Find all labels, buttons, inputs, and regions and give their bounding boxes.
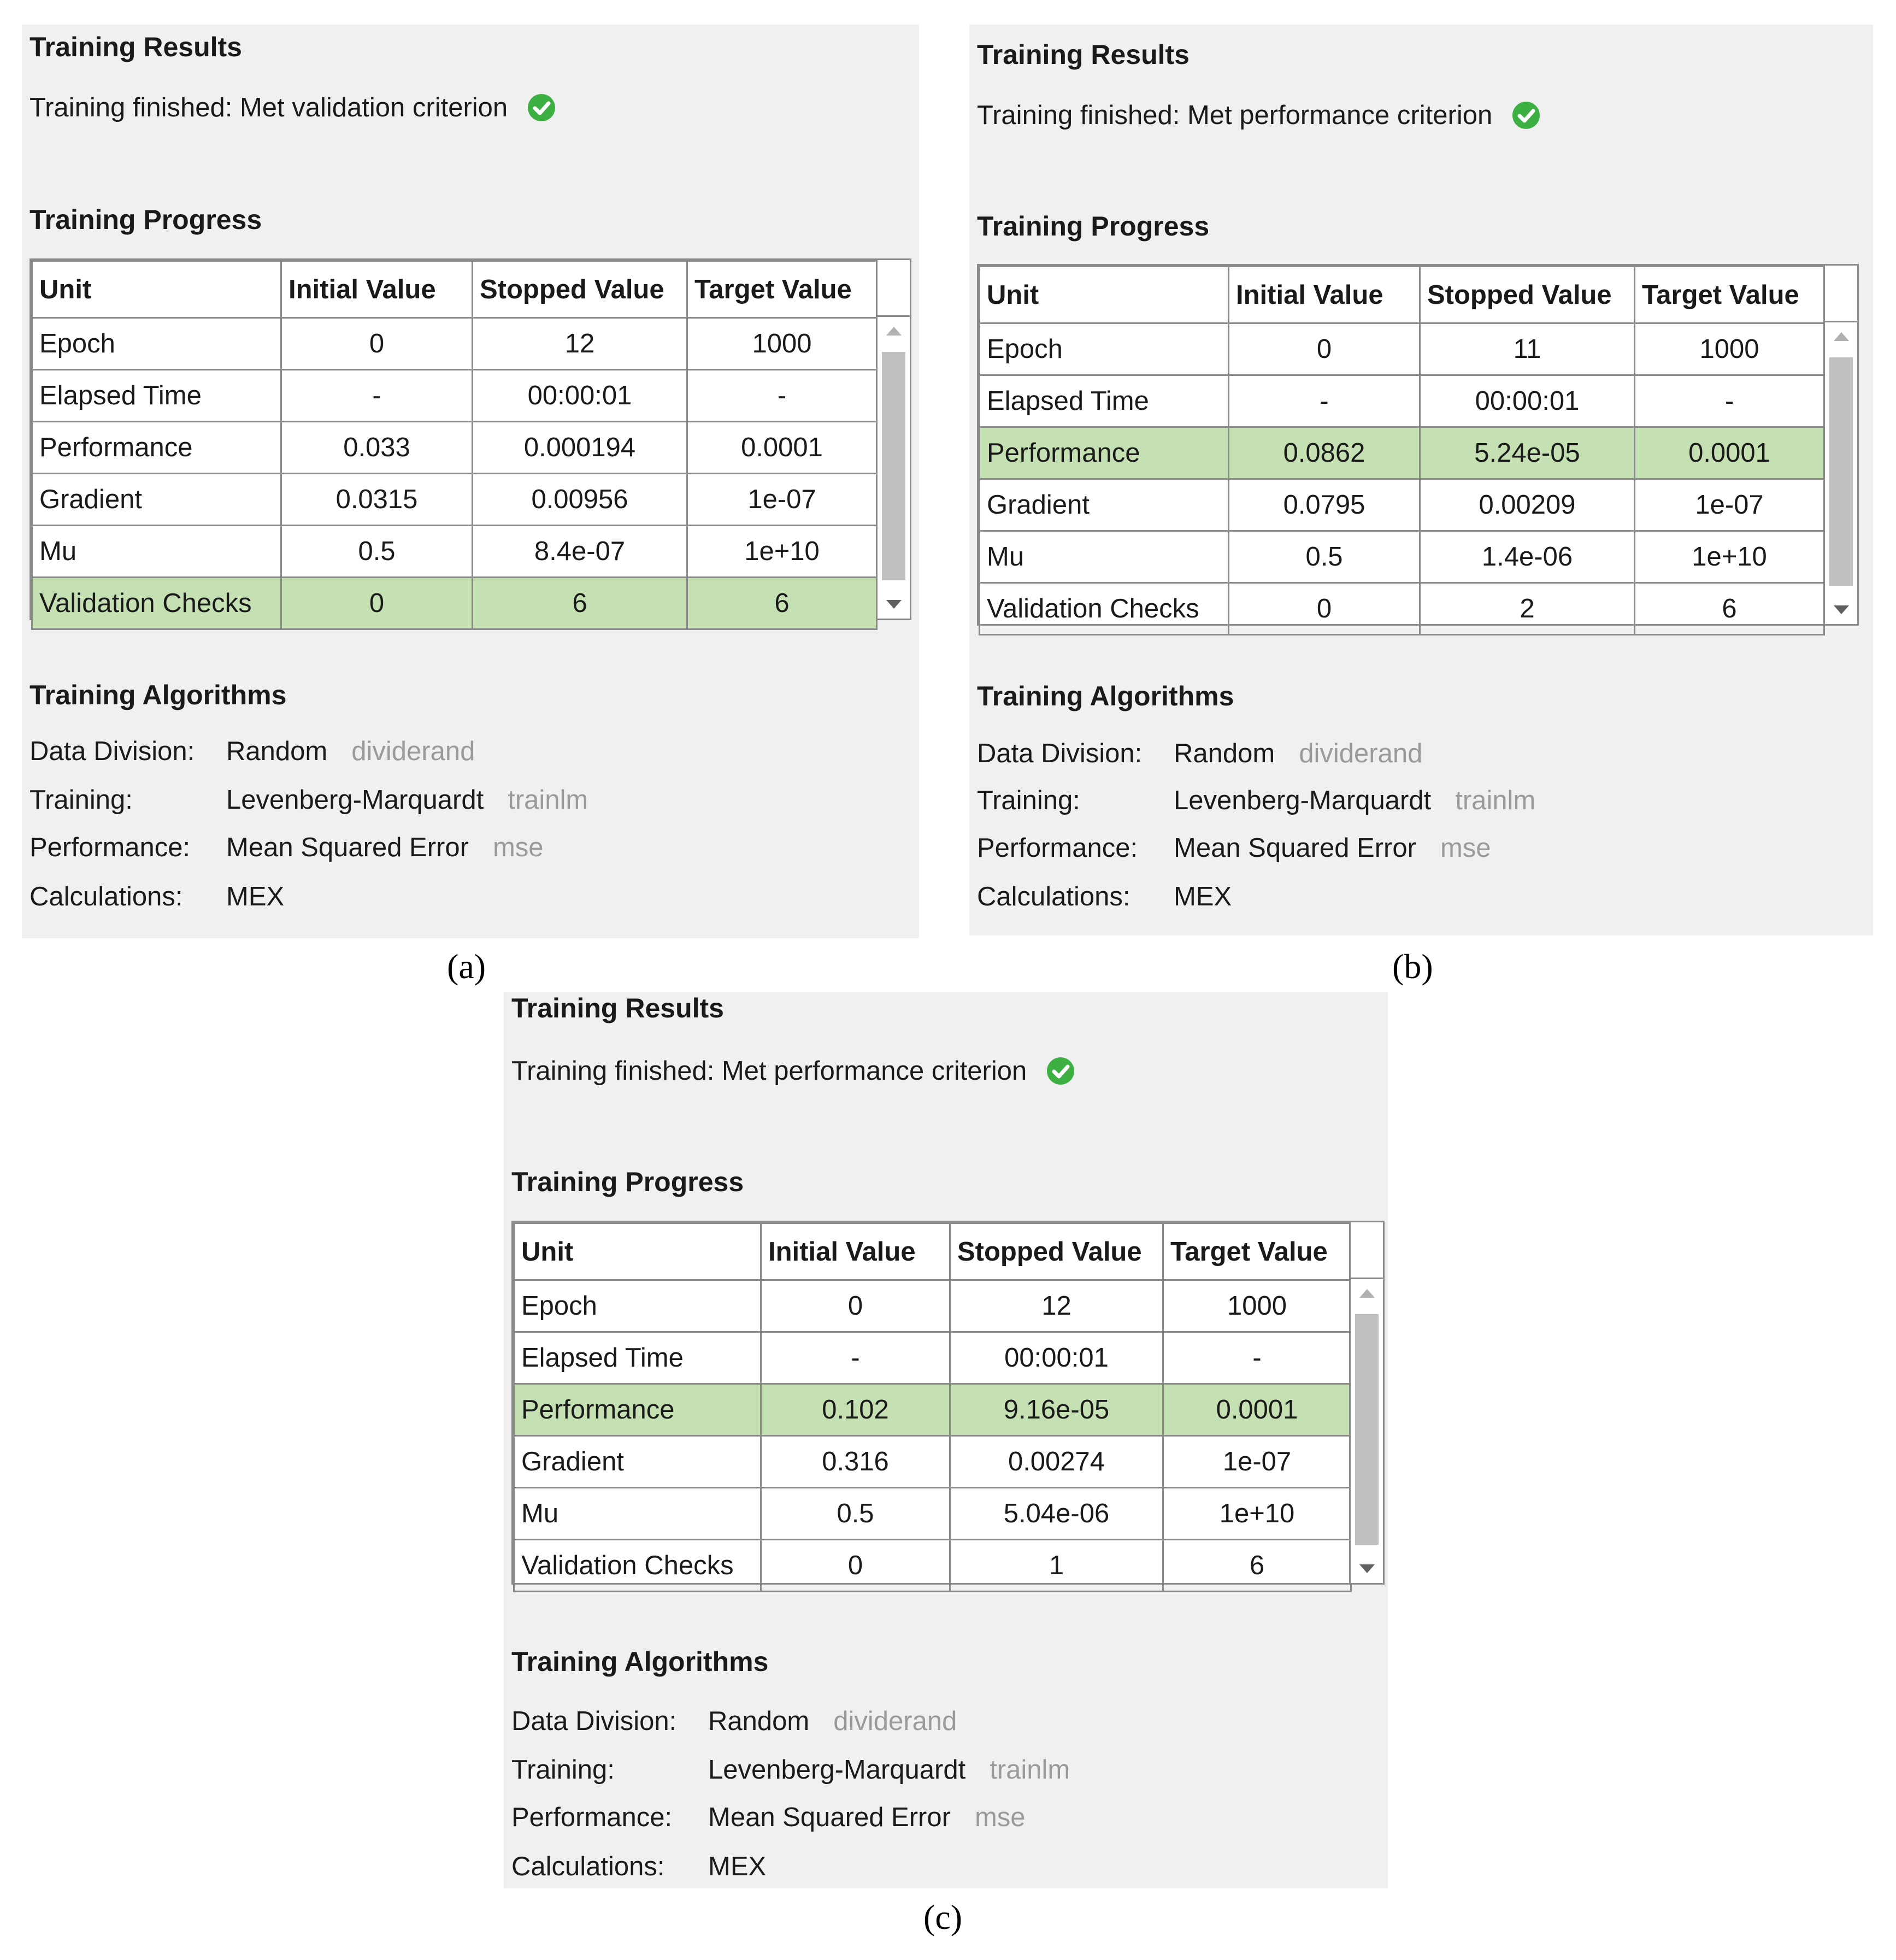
scroll-up-arrow-icon[interactable] (886, 327, 902, 336)
algo-function-link[interactable]: trainlm (990, 1755, 1070, 1785)
training-algorithms-title: Training Algorithms (977, 681, 1234, 711)
cell-stopped: 11 (1420, 323, 1635, 375)
cell-target: 1000 (687, 318, 877, 370)
cell-target: 1e+10 (687, 526, 877, 578)
cell-stopped: 1.4e-06 (1420, 531, 1635, 583)
cell-stopped: 12 (473, 318, 687, 370)
cell-unit: Epoch (514, 1280, 761, 1332)
algo-label: Performance: (30, 833, 191, 862)
table-row-mu[interactable] (32, 526, 877, 578)
caption-c: (c) (923, 1898, 963, 1937)
cell-target: 1e+10 (1163, 1488, 1351, 1540)
cell-initial: 0.033 (281, 422, 473, 474)
cell-initial: 0.0315 (281, 474, 473, 526)
caption-a: (a) (447, 947, 486, 986)
table-header-row (32, 261, 877, 318)
cell-target: 6 (1635, 583, 1824, 635)
column-header-unit[interactable]: Unit (514, 1223, 761, 1280)
algo-value: MEX (1174, 882, 1232, 911)
algo-label: Calculations: (511, 1852, 665, 1881)
training-progress-title: Training Progress (977, 211, 1210, 242)
cell-unit: Performance (514, 1384, 761, 1436)
cell-unit: Gradient (514, 1436, 761, 1488)
cell-target: 6 (1163, 1540, 1351, 1592)
column-header-unit[interactable]: Unit (980, 267, 1229, 323)
training-results-title: Training Results (30, 32, 242, 62)
algo-value: MEX (708, 1852, 767, 1881)
algo-value: Levenberg-Marquardt (1174, 786, 1432, 815)
training-results-title: Training Results (977, 39, 1190, 70)
cell-stopped: 00:00:01 (473, 370, 687, 422)
table-row-validation-checks[interactable] (980, 583, 1824, 635)
cell-target: 6 (687, 578, 877, 629)
algo-function-link[interactable]: trainlm (508, 785, 588, 815)
cell-unit: Elapsed Time (980, 375, 1229, 427)
algo-function-link[interactable]: dividerand (833, 1706, 957, 1736)
table-row-gradient[interactable] (32, 474, 877, 526)
column-header-initial-value[interactable]: Initial Value (761, 1223, 950, 1280)
training-progress-table (977, 264, 1859, 626)
table-row-validation-checks[interactable] (514, 1540, 1351, 1592)
training-panel-c (504, 992, 1388, 1888)
cell-target: 0.0001 (1163, 1384, 1351, 1436)
cell-initial: - (761, 1332, 950, 1384)
cell-initial: - (281, 370, 473, 422)
cell-unit: Performance (980, 427, 1229, 479)
algo-label: Data Division: (977, 739, 1143, 768)
algo-function-link[interactable]: trainlm (1455, 786, 1536, 815)
header-filler (1349, 1222, 1383, 1279)
cell-unit: Epoch (980, 323, 1229, 375)
algo-label: Performance: (977, 833, 1138, 863)
training-status-text: Training finished: Met validation criterion (30, 93, 508, 122)
table-row-elapsed-time[interactable] (980, 375, 1824, 427)
algo-function-link[interactable]: dividerand (1299, 739, 1423, 768)
cell-stopped: 5.04e-06 (950, 1488, 1163, 1540)
training-status-text: Training finished: Met performance criterion (977, 101, 1493, 130)
scroll-thumb[interactable] (1355, 1314, 1379, 1545)
cell-unit: Mu (980, 531, 1229, 583)
cell-unit: Epoch (32, 318, 281, 370)
progress-table (513, 1222, 1352, 1592)
algo-label: Training: (977, 786, 1080, 815)
cell-initial: 0.5 (281, 526, 473, 578)
cell-initial: 0.102 (761, 1384, 950, 1436)
cell-target: 0.0001 (687, 422, 877, 474)
cell-initial: 0 (761, 1540, 950, 1592)
cell-initial: 0 (761, 1280, 950, 1332)
cell-stopped: 12 (950, 1280, 1163, 1332)
cell-target: - (1635, 375, 1824, 427)
algo-function-link[interactable]: mse (492, 833, 544, 862)
cell-unit: Validation Checks (980, 583, 1229, 635)
table-row-elapsed-time[interactable] (32, 370, 877, 422)
algo-label: Training: (511, 1755, 615, 1785)
cell-unit: Gradient (980, 479, 1229, 531)
progress-table (31, 260, 878, 630)
cell-stopped: 0.00209 (1420, 479, 1635, 531)
scroll-down-arrow-icon[interactable] (1834, 605, 1849, 614)
table-row-epoch[interactable] (980, 323, 1824, 375)
table-header-row (514, 1223, 1351, 1280)
check-circle-icon (527, 93, 556, 122)
algo-value: Random (1174, 739, 1275, 768)
algo-label: Calculations: (977, 882, 1130, 911)
algo-label: Data Division: (511, 1706, 677, 1736)
algo-value: Mean Squared Error (226, 833, 469, 862)
check-circle-icon (1046, 1057, 1075, 1085)
scroll-down-arrow-icon[interactable] (1359, 1564, 1375, 1573)
table-row-performance[interactable] (32, 422, 877, 474)
column-header-target-value[interactable]: Target Value (1635, 267, 1824, 323)
algo-label: Training: (30, 785, 133, 815)
cell-initial: 0.5 (1229, 531, 1420, 583)
algo-label: Data Division: (30, 737, 195, 766)
training-progress-table (511, 1221, 1385, 1585)
column-header-unit[interactable]: Unit (32, 261, 281, 318)
algo-value: Mean Squared Error (1174, 833, 1416, 863)
cell-unit: Elapsed Time (32, 370, 281, 422)
training-status (511, 1056, 1075, 1086)
algo-function-link[interactable]: dividerand (351, 737, 475, 766)
training-panel-b (969, 25, 1873, 935)
cell-initial: 0 (281, 318, 473, 370)
cell-target: 0.0001 (1635, 427, 1824, 479)
cell-target: 1000 (1635, 323, 1824, 375)
algo-label: Performance: (511, 1803, 673, 1832)
algo-function-link[interactable]: mse (974, 1803, 1026, 1832)
column-header-target-value[interactable]: Target Value (687, 261, 877, 318)
cell-unit: Mu (32, 526, 281, 578)
cell-initial: 0 (281, 578, 473, 629)
training-status (30, 92, 556, 123)
algo-value: Levenberg-Marquardt (708, 1755, 966, 1785)
column-header-stopped-value[interactable]: Stopped Value (1420, 267, 1635, 323)
cell-initial: 0 (1229, 583, 1420, 635)
table-row-performance[interactable] (514, 1384, 1351, 1436)
cell-unit: Performance (32, 422, 281, 474)
cell-stopped: 0.00956 (473, 474, 687, 526)
table-row-elapsed-time[interactable] (514, 1332, 1351, 1384)
column-header-initial-value[interactable]: Initial Value (1229, 267, 1420, 323)
algo-value: Mean Squared Error (708, 1803, 951, 1832)
check-circle-icon (1512, 101, 1540, 130)
table-scrollbar[interactable] (1823, 322, 1857, 624)
progress-table (979, 266, 1825, 635)
column-header-stopped-value[interactable]: Stopped Value (473, 261, 687, 318)
scroll-up-arrow-icon[interactable] (1834, 332, 1849, 341)
column-header-stopped-value[interactable]: Stopped Value (950, 1223, 1163, 1280)
table-row-epoch[interactable] (32, 318, 877, 370)
table-header-row (980, 267, 1824, 323)
cell-stopped: 0.000194 (473, 422, 687, 474)
training-results-title: Training Results (511, 993, 724, 1023)
column-header-target-value[interactable]: Target Value (1163, 1223, 1351, 1280)
table-row-validation-checks[interactable] (32, 578, 877, 629)
training-progress-title: Training Progress (30, 204, 262, 235)
cell-unit: Mu (514, 1488, 761, 1540)
training-progress-title: Training Progress (511, 1167, 744, 1197)
cell-target: - (687, 370, 877, 422)
algo-value: Random (226, 737, 328, 766)
cell-initial: - (1229, 375, 1420, 427)
algo-function-link[interactable]: mse (1440, 833, 1491, 863)
cell-stopped: 00:00:01 (950, 1332, 1163, 1384)
cell-unit: Elapsed Time (514, 1332, 761, 1384)
algo-label: Calculations: (30, 882, 183, 911)
cell-unit: Validation Checks (32, 578, 281, 629)
cell-stopped: 8.4e-07 (473, 526, 687, 578)
cell-stopped: 9.16e-05 (950, 1384, 1163, 1436)
cell-initial: 0.0795 (1229, 479, 1420, 531)
cell-target: 1e-07 (1163, 1436, 1351, 1488)
cell-stopped: 2 (1420, 583, 1635, 635)
training-panel-a (22, 25, 919, 938)
algo-value: Levenberg-Marquardt (226, 785, 484, 815)
cell-stopped: 00:00:01 (1420, 375, 1635, 427)
table-row-gradient[interactable] (514, 1436, 1351, 1488)
training-progress-table (30, 258, 911, 620)
caption-b: (b) (1392, 947, 1433, 986)
algo-value: Random (708, 1706, 810, 1736)
algo-value: MEX (226, 882, 285, 911)
table-row-mu[interactable] (514, 1488, 1351, 1540)
cell-initial: 0.5 (761, 1488, 950, 1540)
table-scrollbar[interactable] (876, 317, 910, 619)
cell-unit: Validation Checks (514, 1540, 761, 1592)
cell-initial: 0.0862 (1229, 427, 1420, 479)
cell-initial: 0 (1229, 323, 1420, 375)
training-algorithms-title: Training Algorithms (30, 680, 287, 710)
scroll-up-arrow-icon[interactable] (1359, 1289, 1375, 1298)
header-filler (1823, 266, 1857, 322)
training-status-text: Training finished: Met performance criterion (511, 1056, 1027, 1086)
cell-stopped: 5.24e-05 (1420, 427, 1635, 479)
table-scrollbar[interactable] (1349, 1279, 1383, 1583)
cell-initial: 0.316 (761, 1436, 950, 1488)
scroll-thumb[interactable] (882, 352, 905, 580)
cell-target: 1000 (1163, 1280, 1351, 1332)
cell-unit: Gradient (32, 474, 281, 526)
header-filler (876, 260, 910, 317)
table-row-gradient[interactable] (980, 479, 1824, 531)
cell-target: 1e-07 (1635, 479, 1824, 531)
column-header-initial-value[interactable]: Initial Value (281, 261, 473, 318)
cell-stopped: 6 (473, 578, 687, 629)
table-row-epoch[interactable] (514, 1280, 1351, 1332)
scroll-thumb[interactable] (1829, 357, 1853, 586)
table-row-mu[interactable] (980, 531, 1824, 583)
training-algorithms-title: Training Algorithms (511, 1646, 769, 1677)
cell-target: - (1163, 1332, 1351, 1384)
cell-target: 1e-07 (687, 474, 877, 526)
cell-stopped: 1 (950, 1540, 1163, 1592)
training-status (977, 100, 1540, 131)
scroll-down-arrow-icon[interactable] (886, 600, 902, 609)
cell-target: 1e+10 (1635, 531, 1824, 583)
cell-stopped: 0.00274 (950, 1436, 1163, 1488)
table-row-performance[interactable] (980, 427, 1824, 479)
